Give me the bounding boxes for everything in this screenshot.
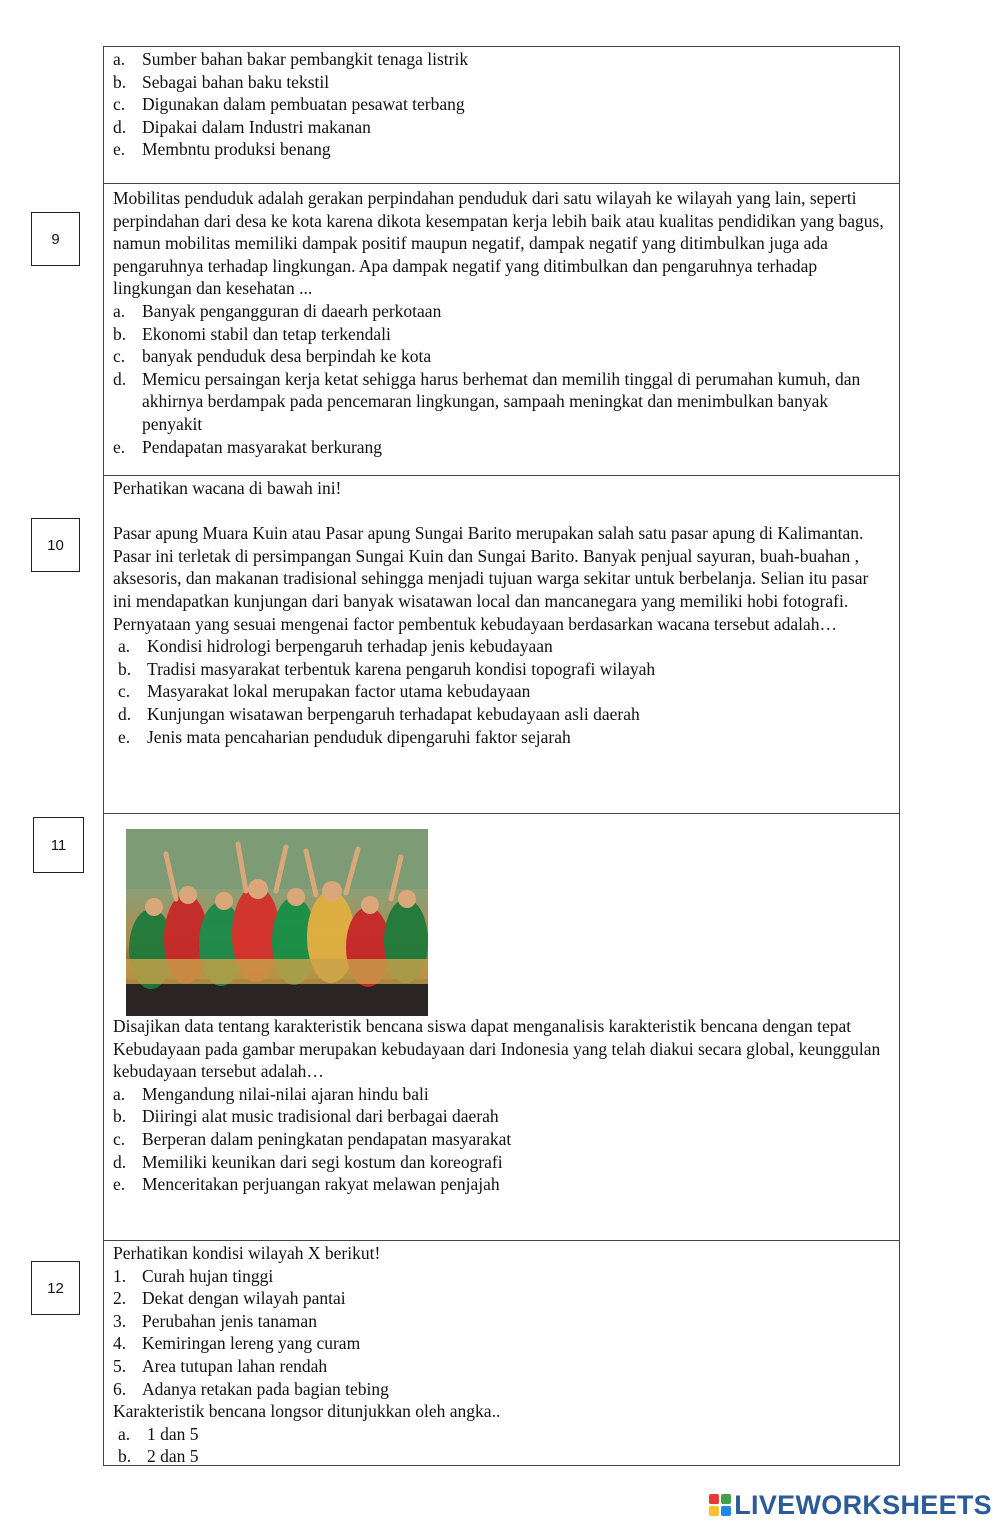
- question-10-section: [104, 476, 899, 814]
- option-a[interactable]: a. Sumber bahan bakar pembangkit tenaga listrik: [113, 49, 469, 69]
- option-d[interactable]: d. Dipakai dalam Industri makanan: [113, 116, 371, 137]
- question-12-section: [104, 1241, 899, 1467]
- option-c[interactable]: c. Masyarakat lokal merupakan factor utama kebudayaan: [118, 681, 531, 702]
- option-e[interactable]: e. Menceritakan perjuangan rakyat melawan penjajah: [113, 1174, 500, 1195]
- question-11-indicator: Disajikan data tentang karakteristik bencana siswa dapat menganalisis karakteristik bencana dengan tepat: [113, 1016, 852, 1036]
- question-number-9: 9: [31, 212, 80, 266]
- option-a[interactable]: a. Kondisi hidrologi berpengaruh terhadap jenis kebudayaan: [118, 636, 553, 657]
- option-d[interactable]: d. Memicu persaingan kerja ketat sehigga harus berhemat dan memilih tinggal di perumahan kumuh, dan akhirnya berdampak pada pencemaran lingkungan, sampaah meningkat dan menimbulkan banyak penyakit: [113, 368, 861, 434]
- brand-text: LIVEWORKSHEETS: [734, 1489, 992, 1520]
- saman-dance-photo: [126, 829, 428, 1016]
- option-b[interactable]: b. 2 dan 5: [118, 1446, 199, 1467]
- option-c[interactable]: c. banyak penduduk desa berpindah ke kota: [113, 346, 432, 367]
- question-11-section: [104, 814, 899, 1241]
- option-a[interactable]: a. 1 dan 5: [118, 1423, 199, 1444]
- option-e[interactable]: e. Membntu produksi benang: [113, 139, 331, 160]
- question-10-question: Pernyataan yang sesuai mengenai factor pembentuk kebudayaan berdasarkan wacana tersebut adalah…: [113, 613, 837, 634]
- option-e[interactable]: e. Jenis mata pencaharian penduduk dipengaruhi faktor sejarah: [118, 726, 571, 747]
- option-b[interactable]: b. Sebagai bahan baku tekstil: [113, 71, 330, 92]
- question-12-question: Karakteristik bencana longsor ditunjukkan oleh angka..: [113, 1401, 501, 1422]
- option-a[interactable]: a. Banyak pengangguran di daearh perkotaan: [113, 300, 442, 321]
- option-a[interactable]: a. Mengandung nilai-nilai ajaran hindu bali: [113, 1083, 429, 1104]
- option-b[interactable]: b. Tradisi masyarakat terbentuk karena pengaruh kondisi topografi wilayah: [118, 658, 656, 679]
- condition-item: 2. Dekat dengan wilayah pantai: [113, 1288, 346, 1309]
- liveworksheets-mark-icon: [709, 1494, 731, 1516]
- question-number-11: 11: [33, 817, 84, 873]
- question-9-section: [104, 184, 899, 476]
- option-b[interactable]: b. Ekonomi stabil dan tetap terkendali: [113, 323, 391, 344]
- condition-item: 6. Adanya retakan pada bagian tebing: [113, 1378, 389, 1399]
- condition-item: 1. Curah hujan tinggi: [113, 1265, 274, 1286]
- question-number-12: 12: [31, 1261, 80, 1315]
- question-number-10: 10: [31, 518, 80, 572]
- condition-item: 5. Area tutupan lahan rendah: [113, 1355, 328, 1376]
- liveworksheets-logo[interactable]: [709, 1490, 992, 1520]
- question-12-intro: Perhatikan kondisi wilayah X berikut!: [113, 1243, 381, 1263]
- option-c[interactable]: c. Berperan dalam peningkatan pendapatan masyarakat: [113, 1128, 512, 1149]
- question-10-intro: Perhatikan wacana di bawah ini!: [113, 478, 342, 498]
- option-e[interactable]: e. Pendapatan masyarakat berkurang: [113, 436, 383, 457]
- question-11-question: Kebudayaan pada gambar merupakan kebudayaan dari Indonesia yang telah diakui secara global, keunggulan kebudayaan tersebut adalah…: [113, 1038, 881, 1082]
- option-b[interactable]: b. Diiringi alat music tradisional dari berbagai daerah: [113, 1106, 499, 1127]
- condition-item: 3. Perubahan jenis tanaman: [113, 1310, 317, 1331]
- option-c[interactable]: c. Digunakan dalam pembuatan pesawat terbang: [113, 94, 465, 115]
- question-9-stem: Mobilitas penduduk adalah gerakan perpindahan penduduk dari satu wilayah ke wilayah yang lain, seperti perpindahan dari desa ke kota karena dikota kesempatan kerja lebih baik atau kualitas pendidikan yang bagus, namun mobilitas memiliki dampak positif maupun negatif, dampak negatif yang ditimbulkan juga ada pengaruhnya terhadap lingkungan. Apa dampak negatif yang ditimbulkan dan pengaruhnya terhadap lingkungan dan kesehatan ...: [113, 188, 884, 299]
- question-table: [103, 46, 900, 1466]
- question-8-options: [104, 48, 899, 161]
- option-d[interactable]: d. Memiliki keunikan dari segi kostum dan koreografi: [113, 1151, 503, 1172]
- question-10-passage: Pasar apung Muara Kuin atau Pasar apung Sungai Barito merupakan salah satu pasar apung di Kalimantan. Pasar ini terletak di persimpangan Sungai Kuin dan Sungai Barito. Banyak penjual sayuran, buah-buahan , aksesoris, dan makanan tradisional sehingga menjadi tujuan warga sekitar untuk berbelanja. Selian itu pasar ini mendapatkan kunjungan dari banyak wisatawan local dan mancanegara yang memiliki hobi fotografi.: [113, 523, 869, 611]
- condition-item: 4. Kemiringan lereng yang curam: [113, 1333, 361, 1354]
- option-d[interactable]: d. Kunjungan wisatawan berpengaruh terhadapat kebudayaan asli daerah: [118, 703, 640, 724]
- question-8-section: [104, 47, 899, 184]
